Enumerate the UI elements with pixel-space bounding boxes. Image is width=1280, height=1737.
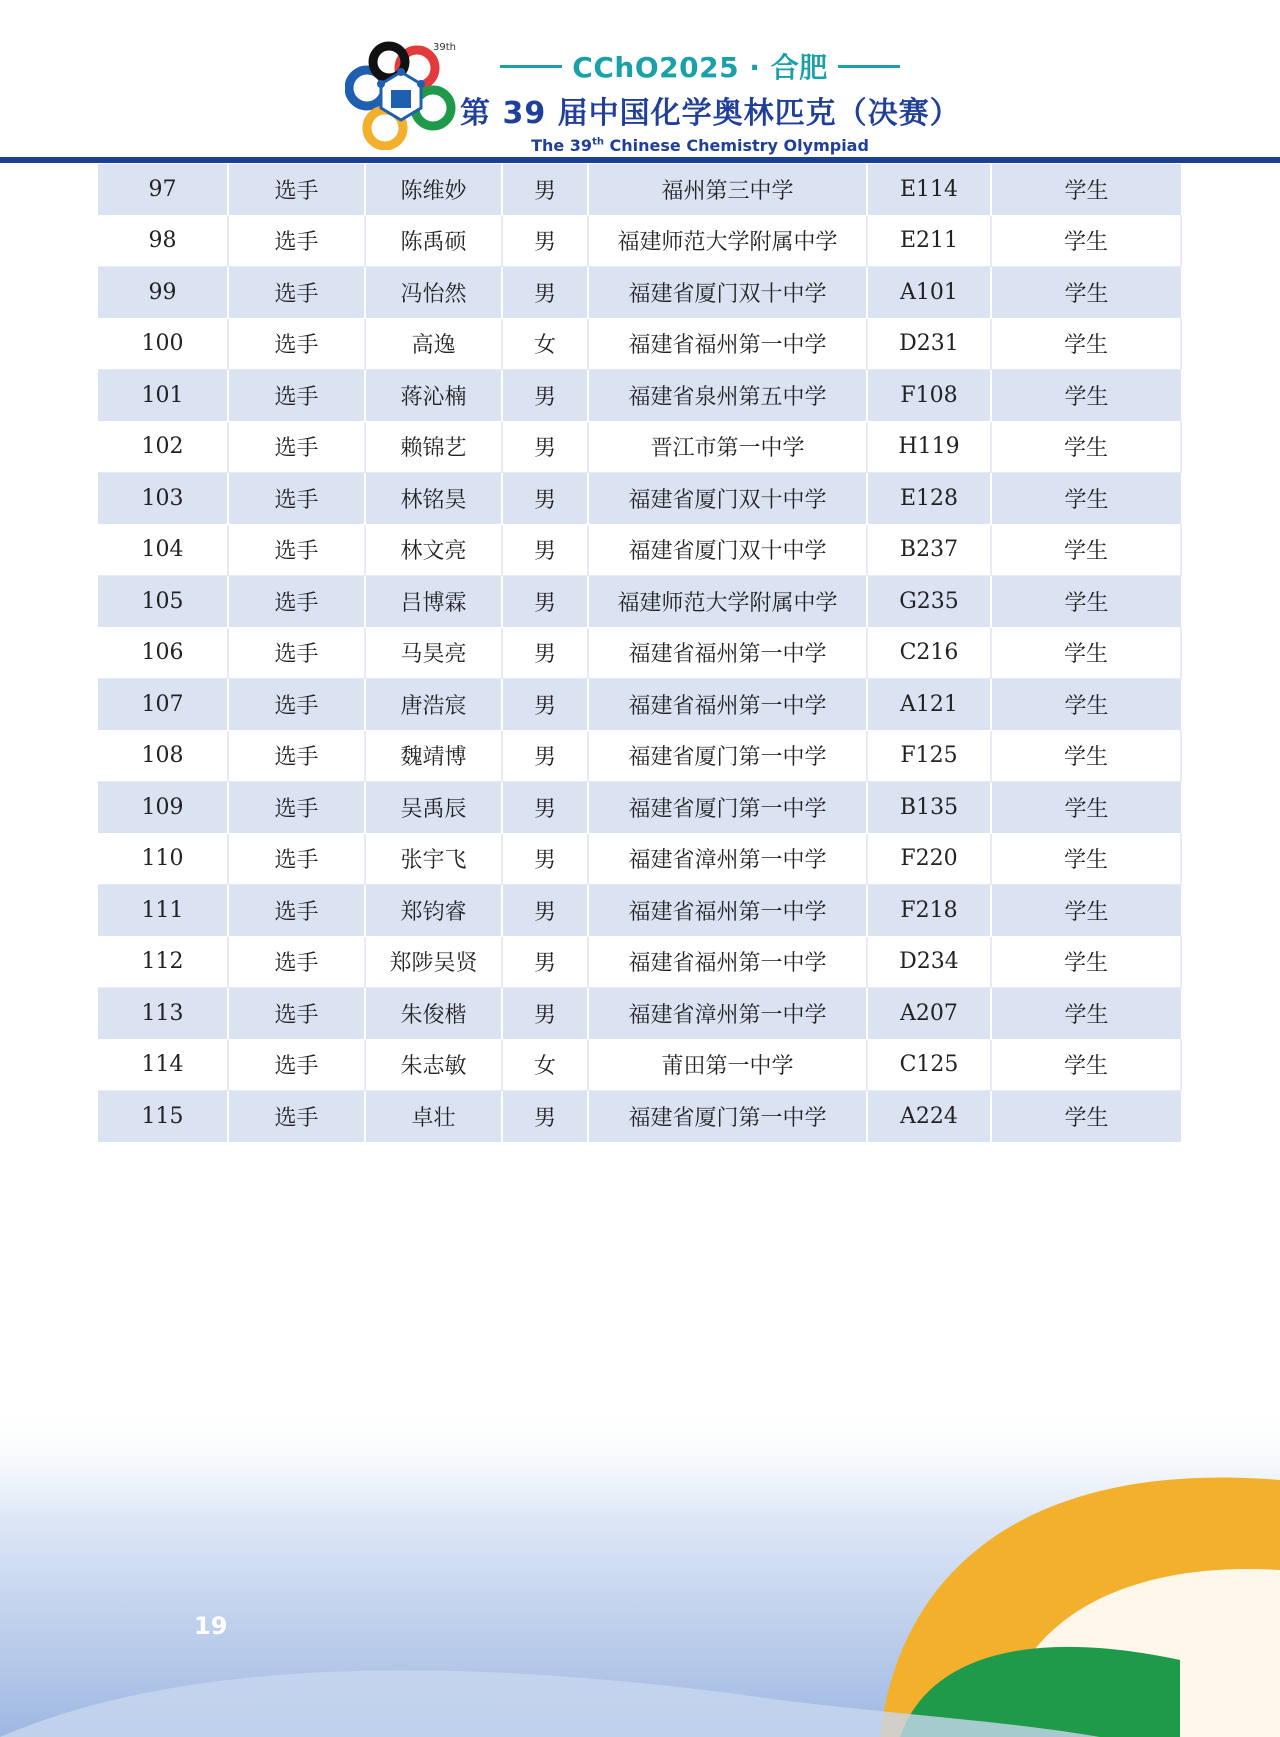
role-cell: 选手 [228, 576, 365, 628]
school-cell: 福建师范大学附属中学 [588, 576, 867, 628]
role-cell: 选手 [228, 936, 365, 988]
identity-cell: 学生 [991, 936, 1181, 988]
school-cell: 福建省厦门双十中学 [588, 267, 867, 319]
name-cell: 陈禹硕 [365, 215, 502, 267]
logo-badge: 39th [433, 42, 456, 53]
row-number-cell: 102 [98, 421, 228, 473]
table-row [98, 730, 1181, 782]
role-cell: 选手 [228, 267, 365, 319]
name-cell: 马昊亮 [365, 627, 502, 679]
row-number-cell: 107 [98, 679, 228, 731]
gender-cell: 男 [502, 473, 588, 525]
row-number-cell: 110 [98, 833, 228, 885]
gender-cell: 男 [502, 936, 588, 988]
identity-cell: 学生 [991, 782, 1181, 834]
seat-cell: H119 [867, 421, 991, 473]
table-row [98, 524, 1181, 576]
role-cell: 选手 [228, 524, 365, 576]
role-cell: 选手 [228, 164, 365, 215]
row-number-cell: 106 [98, 627, 228, 679]
name-cell: 朱志敏 [365, 1039, 502, 1091]
gender-cell: 男 [502, 576, 588, 628]
school-cell: 福州第三中学 [588, 164, 867, 215]
identity-cell: 学生 [991, 1091, 1181, 1143]
row-number-cell: 103 [98, 473, 228, 525]
ccho-logo-icon [345, 38, 457, 150]
row-number-cell: 99 [98, 267, 228, 319]
identity-cell: 学生 [991, 833, 1181, 885]
identity-cell: 学生 [991, 679, 1181, 731]
gender-cell: 男 [502, 627, 588, 679]
row-number-cell: 113 [98, 988, 228, 1040]
school-cell: 福建省福州第一中学 [588, 627, 867, 679]
gender-cell: 男 [502, 833, 588, 885]
seat-cell: F108 [867, 370, 991, 422]
identity-cell: 学生 [991, 267, 1181, 319]
gender-cell: 男 [502, 421, 588, 473]
gender-cell: 男 [502, 782, 588, 834]
role-cell: 选手 [228, 370, 365, 422]
name-cell: 朱俊楷 [365, 988, 502, 1040]
school-cell: 福建省泉州第五中学 [588, 370, 867, 422]
row-number-cell: 100 [98, 318, 228, 370]
school-cell: 福建省厦门双十中学 [588, 473, 867, 525]
seat-cell: A207 [867, 988, 991, 1040]
row-number-cell: 97 [98, 164, 228, 215]
seat-cell: B237 [867, 524, 991, 576]
gender-cell: 女 [502, 1039, 588, 1091]
school-cell: 福建省福州第一中学 [588, 936, 867, 988]
seat-cell: A101 [867, 267, 991, 319]
title-en: The 39th Chinese Chemistry Olympiad [531, 136, 869, 155]
role-cell: 选手 [228, 1091, 365, 1143]
name-cell: 林文亮 [365, 524, 502, 576]
seat-cell: G235 [867, 576, 991, 628]
role-cell: 选手 [228, 421, 365, 473]
table-row [98, 1091, 1181, 1143]
title-block [460, 48, 961, 155]
gender-cell: 男 [502, 370, 588, 422]
table-row [98, 318, 1181, 370]
name-cell: 唐浩宸 [365, 679, 502, 731]
school-cell: 福建省厦门双十中学 [588, 524, 867, 576]
table-row [98, 370, 1181, 422]
school-cell: 莆田第一中学 [588, 1039, 867, 1091]
school-cell: 福建省福州第一中学 [588, 318, 867, 370]
school-cell: 福建省漳州第一中学 [588, 833, 867, 885]
name-cell: 吴禹辰 [365, 782, 502, 834]
gender-cell: 男 [502, 164, 588, 215]
table-row [98, 782, 1181, 834]
seat-cell: C216 [867, 627, 991, 679]
seat-cell: E114 [867, 164, 991, 215]
table-row [98, 1039, 1181, 1091]
title-dash-right [838, 65, 900, 68]
participant-table [98, 164, 1182, 1143]
identity-cell: 学生 [991, 318, 1181, 370]
role-cell: 选手 [228, 1039, 365, 1091]
role-cell: 选手 [228, 627, 365, 679]
seat-cell: A224 [867, 1091, 991, 1143]
event-code: CChO2025 · 合肥 [572, 51, 828, 84]
school-cell: 福建省福州第一中学 [588, 885, 867, 937]
name-cell: 冯怡然 [365, 267, 502, 319]
name-cell: 高逸 [365, 318, 502, 370]
title-cn: 第 39 届中国化学奥林匹克（决赛） [460, 96, 961, 131]
role-cell: 选手 [228, 730, 365, 782]
name-cell: 林铭昊 [365, 473, 502, 525]
seat-cell: C125 [867, 1039, 991, 1091]
name-cell: 郑钧睿 [365, 885, 502, 937]
row-number-cell: 109 [98, 782, 228, 834]
row-number-cell: 104 [98, 524, 228, 576]
gender-cell: 男 [502, 679, 588, 731]
gender-cell: 男 [502, 730, 588, 782]
table-row [98, 833, 1181, 885]
table-row [98, 627, 1181, 679]
identity-cell: 学生 [991, 370, 1181, 422]
role-cell: 选手 [228, 473, 365, 525]
role-cell: 选手 [228, 782, 365, 834]
table-row [98, 421, 1181, 473]
identity-cell: 学生 [991, 885, 1181, 937]
header-rule [0, 157, 1280, 163]
row-number-cell: 111 [98, 885, 228, 937]
role-cell: 选手 [228, 885, 365, 937]
role-cell: 选手 [228, 833, 365, 885]
role-cell: 选手 [228, 215, 365, 267]
gender-cell: 男 [502, 524, 588, 576]
role-cell: 选手 [228, 318, 365, 370]
gender-cell: 男 [502, 885, 588, 937]
seat-cell: F220 [867, 833, 991, 885]
row-number-cell: 108 [98, 730, 228, 782]
table-row [98, 988, 1181, 1040]
identity-cell: 学生 [991, 164, 1181, 215]
gender-cell: 男 [502, 1091, 588, 1143]
row-number-cell: 98 [98, 215, 228, 267]
name-cell: 吕博霖 [365, 576, 502, 628]
gender-cell: 男 [502, 215, 588, 267]
participant-table-wrap [98, 164, 1181, 1143]
school-cell: 福建师范大学附属中学 [588, 215, 867, 267]
seat-cell: F125 [867, 730, 991, 782]
table-row [98, 936, 1181, 988]
role-cell: 选手 [228, 988, 365, 1040]
seat-cell: B135 [867, 782, 991, 834]
table-row [98, 679, 1181, 731]
identity-cell: 学生 [991, 1039, 1181, 1091]
name-cell: 卓壮 [365, 1091, 502, 1143]
table-row [98, 576, 1181, 628]
row-number-cell: 105 [98, 576, 228, 628]
identity-cell: 学生 [991, 988, 1181, 1040]
role-cell: 选手 [228, 679, 365, 731]
table-row [98, 164, 1181, 215]
name-cell: 张宇飞 [365, 833, 502, 885]
row-number-cell: 114 [98, 1039, 228, 1091]
table-body [98, 164, 1181, 1142]
bottom-decoration [0, 1400, 1280, 1737]
title-dash-left [500, 65, 562, 68]
identity-cell: 学生 [991, 524, 1181, 576]
name-cell: 赖锦艺 [365, 421, 502, 473]
identity-cell: 学生 [991, 627, 1181, 679]
table-row [98, 267, 1181, 319]
gender-cell: 男 [502, 267, 588, 319]
table-row [98, 215, 1181, 267]
name-cell: 陈维妙 [365, 164, 502, 215]
gender-cell: 女 [502, 318, 588, 370]
name-cell: 蒋沁楠 [365, 370, 502, 422]
table-row [98, 473, 1181, 525]
school-cell: 福建省漳州第一中学 [588, 988, 867, 1040]
gender-cell: 男 [502, 988, 588, 1040]
page-header [0, 0, 1280, 165]
identity-cell: 学生 [991, 576, 1181, 628]
table-row [98, 885, 1181, 937]
identity-cell: 学生 [991, 473, 1181, 525]
page-number: 19 [194, 1612, 228, 1640]
school-cell: 福建省厦门第一中学 [588, 782, 867, 834]
row-number-cell: 101 [98, 370, 228, 422]
row-number-cell: 112 [98, 936, 228, 988]
seat-cell: D234 [867, 936, 991, 988]
school-cell: 晋江市第一中学 [588, 421, 867, 473]
seat-cell: F218 [867, 885, 991, 937]
name-cell: 魏靖博 [365, 730, 502, 782]
seat-cell: E211 [867, 215, 991, 267]
school-cell: 福建省福州第一中学 [588, 679, 867, 731]
seat-cell: E128 [867, 473, 991, 525]
seat-cell: A121 [867, 679, 991, 731]
identity-cell: 学生 [991, 730, 1181, 782]
name-cell: 郑陟吴贤 [365, 936, 502, 988]
identity-cell: 学生 [991, 215, 1181, 267]
seat-cell: D231 [867, 318, 991, 370]
row-number-cell: 115 [98, 1091, 228, 1143]
school-cell: 福建省厦门第一中学 [588, 730, 867, 782]
identity-cell: 学生 [991, 421, 1181, 473]
school-cell: 福建省厦门第一中学 [588, 1091, 867, 1143]
